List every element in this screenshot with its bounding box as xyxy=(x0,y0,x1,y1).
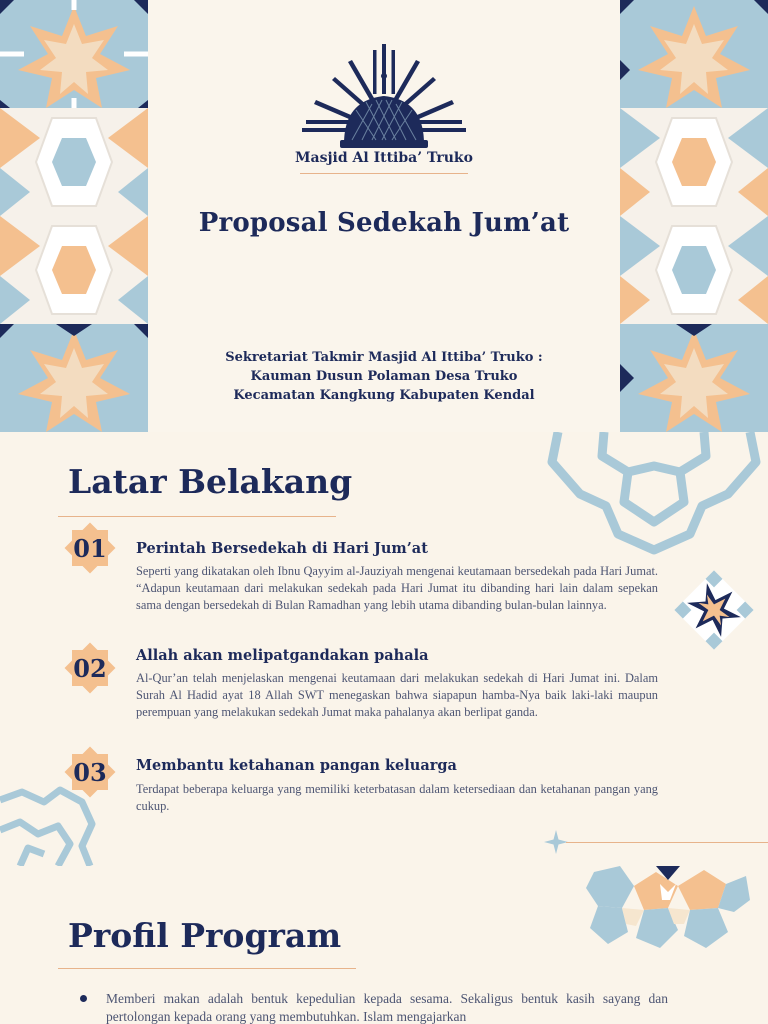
mosque-logo xyxy=(302,40,466,152)
item-title: Allah akan melipatgandakan pahala xyxy=(136,647,429,664)
section-divider-line xyxy=(566,842,768,843)
ornament-top-right xyxy=(544,432,768,560)
secretariat-line: Kecamatan Kangkung Kabupaten Kendal xyxy=(233,388,535,403)
bullet-icon xyxy=(80,995,87,1002)
item-title: Perintah Bersedekah di Hari Jum’at xyxy=(136,540,428,557)
section-heading-background: Latar Belakang xyxy=(68,462,353,501)
bullet-text: Memberi makan adalah bentuk kepedulian kepada sesama. Sekaligus bentuk kasih sayang dan pertolongan kepada orang yang membutuhkan. Islam mengajarkan xyxy=(106,991,668,1024)
islamic-pattern-left xyxy=(0,0,148,432)
cover-title: Proposal Sedekah Jum’at xyxy=(198,208,570,238)
item-number: 01 xyxy=(73,534,107,563)
item-number: 03 xyxy=(73,758,107,787)
number-badge xyxy=(64,522,116,574)
secretariat-address xyxy=(148,348,620,405)
item-body: Al-Qur’an telah menjelaskan mengenai keutamaan dari melakukan sedekah di Hari Jumat ini. Dalam Surah Al Hadid ayat 18 Allah SWT menegaskan bahwa siapapun hamba-Nya baik laki-laki maupun perempuan yang melakukan sedekah Jumat maka pahalanya akan berlipat ganda. xyxy=(136,671,658,720)
item-number: 02 xyxy=(73,654,107,683)
profile-bullet-list xyxy=(80,990,668,1024)
divider-star-icon xyxy=(544,830,568,854)
section-underline xyxy=(58,968,356,969)
number-badge xyxy=(64,746,116,798)
list-item xyxy=(80,990,668,1024)
cover-section xyxy=(0,0,768,432)
secretariat-line: Kauman Dusun Polaman Desa Truko xyxy=(250,369,518,384)
mosque-name: Masjid Al Ittiba’ Truko xyxy=(295,150,473,166)
item-body: Terdapat beberapa keluarga yang memiliki keterbatasan dalam ketersediaan dan ketahanan pangan yang cukup. xyxy=(136,782,658,814)
logo-divider xyxy=(300,173,468,174)
star-tile-ornament xyxy=(674,570,754,650)
item-title: Membantu ketahanan pangan keluarga xyxy=(136,757,457,774)
islamic-pattern-right xyxy=(620,0,768,432)
ornament-bottom-left xyxy=(0,786,100,866)
section-underline xyxy=(58,516,336,517)
ornament-profile-top-right xyxy=(586,866,750,950)
item-body: Seperti yang dikatakan oleh Ibnu Qayyim al-Jauziyah mengenai keutamaan bersedekah pada Hari Jumat. “Adapun keutamaan dari melakukan sedekah pada Hari Jumat itu dibanding hari lain dalam sepekan sama dengan bersedekah di Bulan Ramadhan yang lebih utama dibanding bulan-bulan lainnya. xyxy=(136,564,658,613)
section-heading-profile: Profil Program xyxy=(68,916,342,955)
number-badge xyxy=(64,642,116,694)
secretariat-line: Sekretariat Takmir Masjid Al Ittiba’ Truko : xyxy=(225,350,543,365)
